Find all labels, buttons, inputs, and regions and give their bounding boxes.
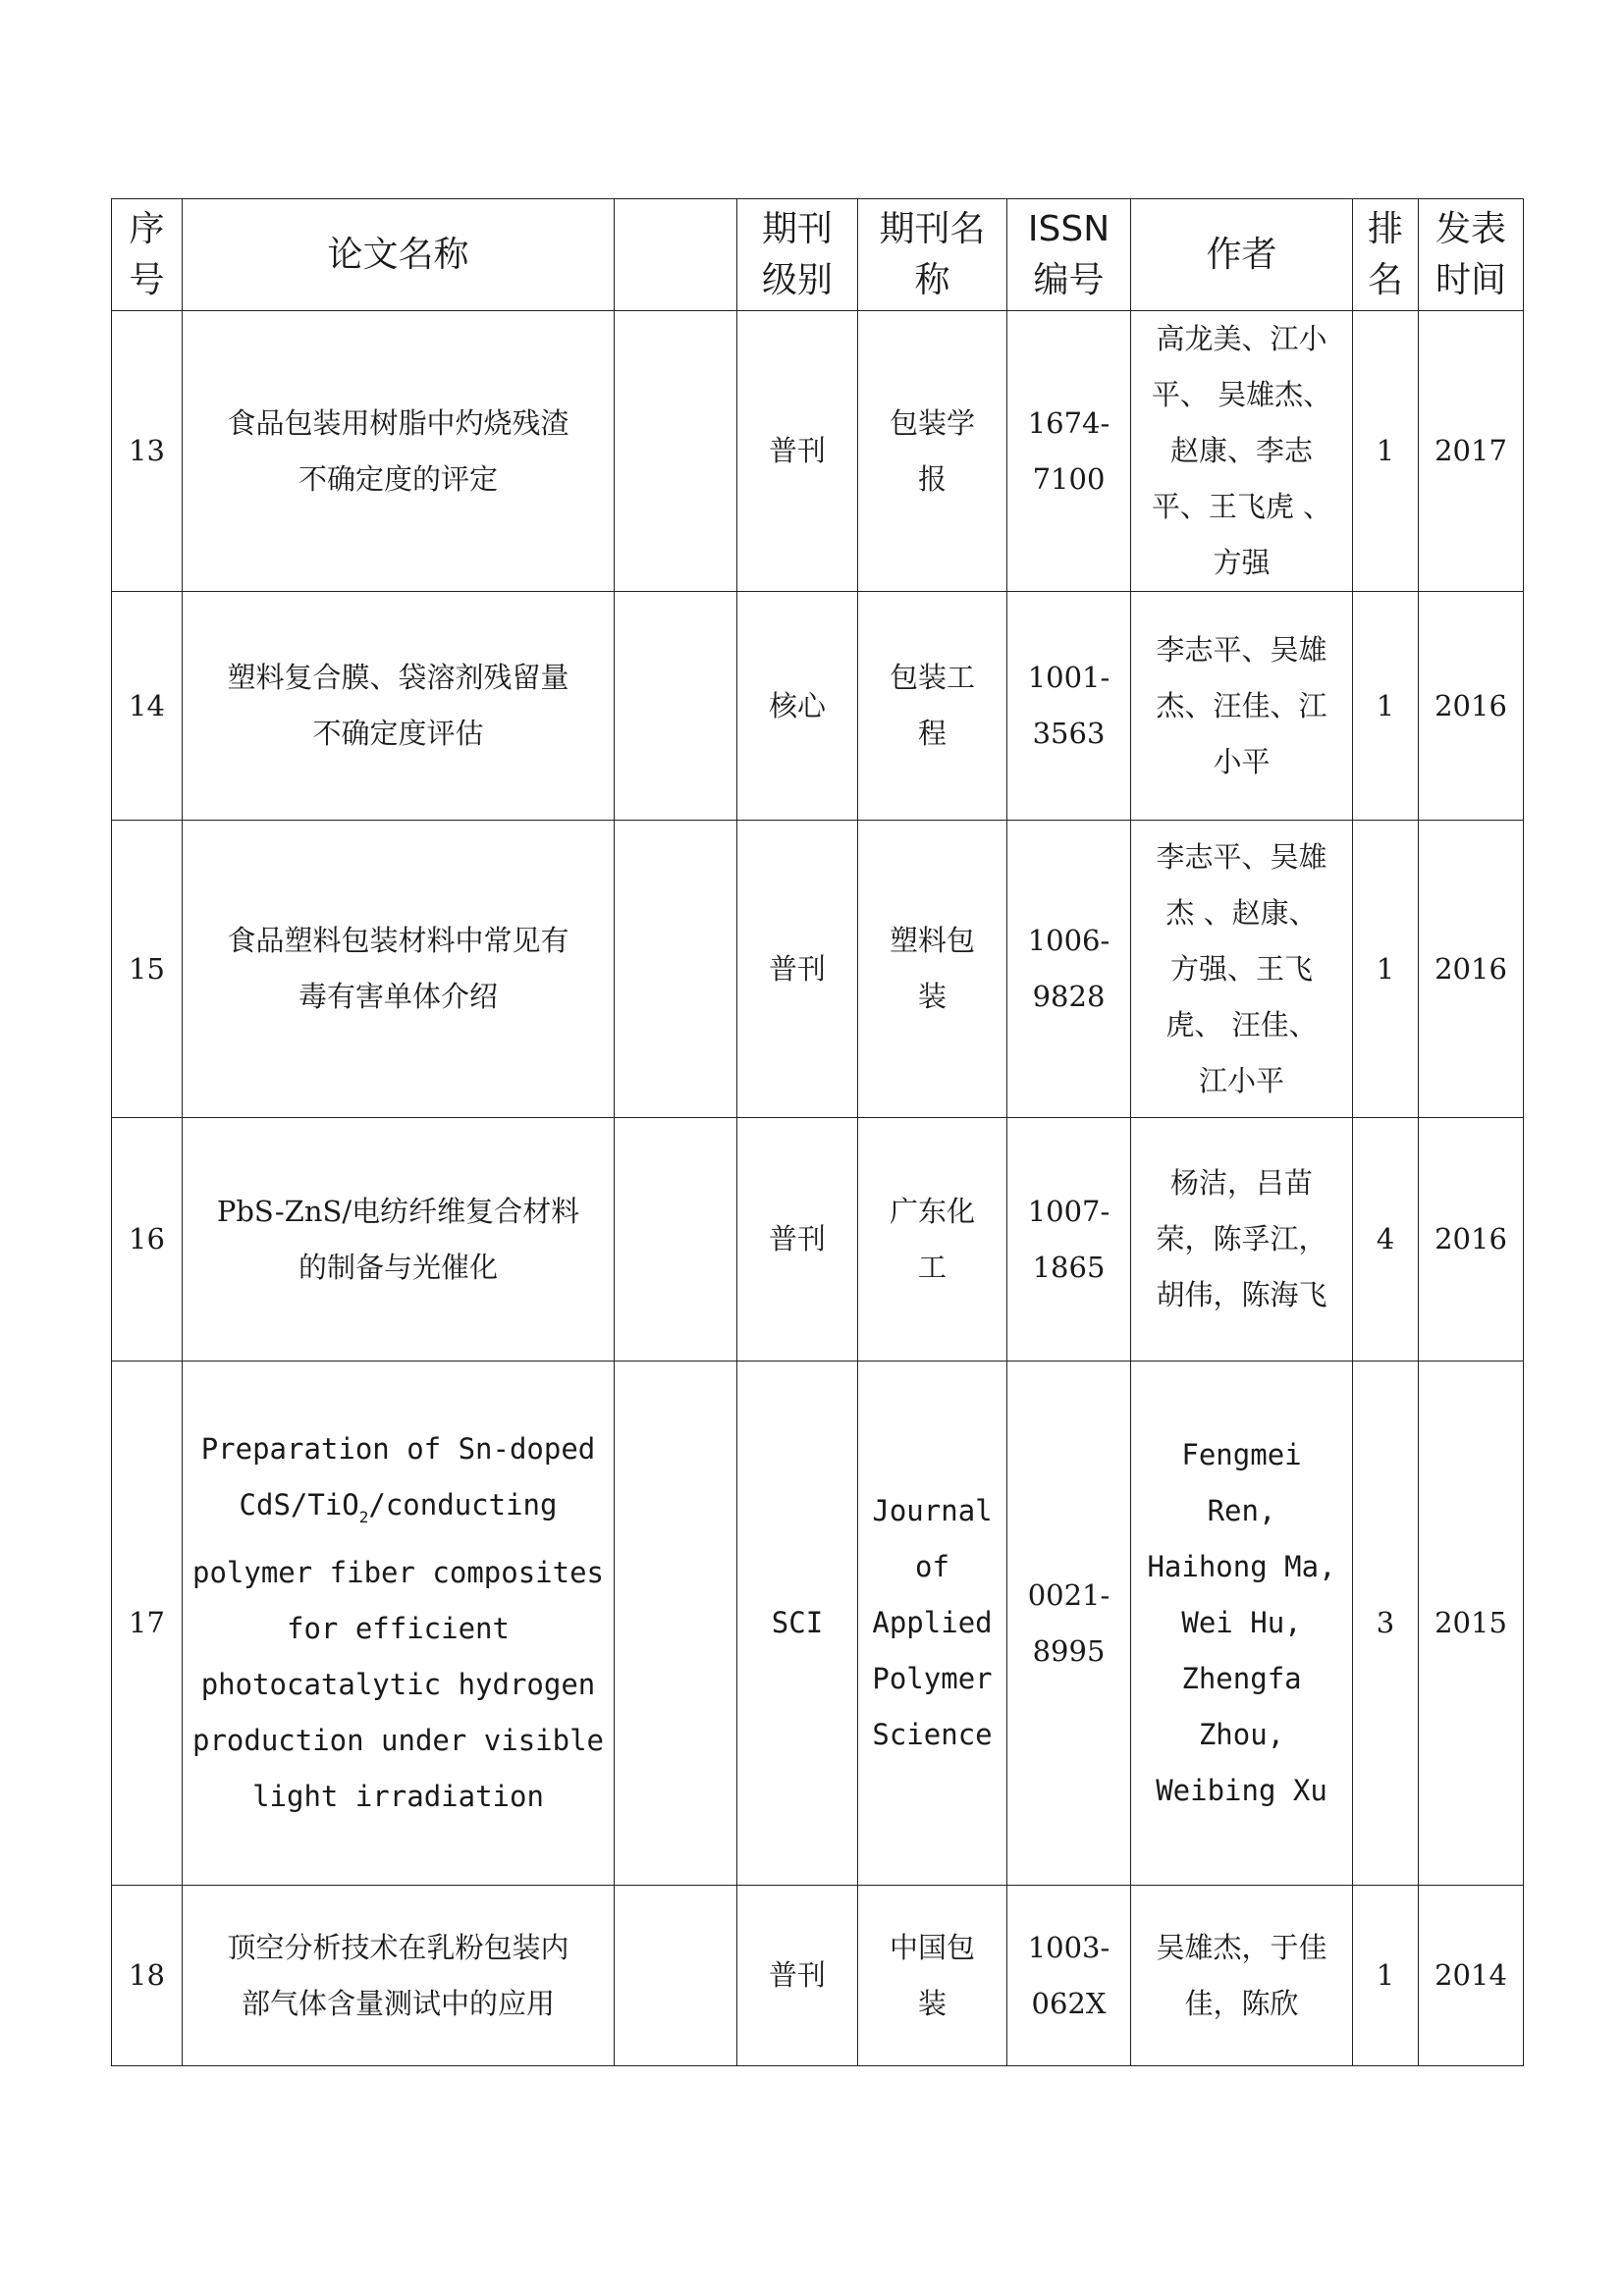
- row-issn-text: 0021- 8995: [1027, 1577, 1110, 1668]
- row-authors-text: 李志平、吴雄 杰、汪佳、江 小平: [1156, 632, 1327, 778]
- row-level: 核心: [737, 592, 858, 821]
- header-level: [737, 199, 858, 311]
- row-title-line2-pre: CdS/TiO: [239, 1488, 359, 1522]
- row-year: 2014: [1419, 1886, 1524, 2066]
- row-authors-text: 李志平、吴雄 杰 、赵康、 方强、王飞 虎、 汪佳、 江小平: [1156, 839, 1327, 1097]
- table-row: [112, 592, 1524, 821]
- header-row: [112, 199, 1524, 311]
- row-rank: 1: [1353, 592, 1419, 821]
- row-rank: 4: [1353, 1118, 1419, 1362]
- row-level: 普刊: [737, 1886, 858, 2066]
- row-title: [183, 1118, 615, 1362]
- papers-table: [111, 198, 1524, 2066]
- row-issn-text: 1006- 9828: [1027, 924, 1110, 1013]
- row-issn: [1007, 592, 1131, 821]
- row-authors-text: 杨洁，吕苗 荣，陈孚江， 胡伟，陈海飞: [1156, 1166, 1327, 1311]
- row-journal: [858, 821, 1007, 1118]
- table-row: [112, 1362, 1524, 1886]
- header-rank: [1353, 199, 1419, 311]
- row-title-text: 顶空分析技术在乳粉包装内 部气体含量测试中的应用: [227, 1930, 569, 2020]
- row-level: 普刊: [737, 311, 858, 592]
- row-issn: [1007, 1362, 1131, 1886]
- row-seq: 15: [112, 821, 183, 1118]
- row-seq: 13: [112, 311, 183, 592]
- row-journal: [858, 1118, 1007, 1362]
- row-title-line2-sub: 2: [358, 1508, 369, 1526]
- row-issn-text: 1003- 062X: [1027, 1930, 1110, 2020]
- header-year-text: 发表 时间: [1435, 208, 1506, 300]
- row-blank: [615, 1118, 737, 1362]
- header-issn: [1007, 199, 1131, 311]
- table-row: [112, 1118, 1524, 1362]
- header-level-text: 期刊 级别: [761, 208, 833, 300]
- row-issn-text: 1001- 3563: [1027, 661, 1110, 750]
- row-year: 2015: [1419, 1362, 1524, 1886]
- row-level: 普刊: [737, 821, 858, 1118]
- row-title: [183, 821, 615, 1118]
- row-authors: [1131, 821, 1353, 1118]
- row-authors: [1131, 311, 1353, 592]
- row-title: [183, 1886, 615, 2066]
- row-authors: [1131, 1886, 1353, 2066]
- row-seq: 17: [112, 1362, 183, 1886]
- row-journal-text: 包装学 报: [889, 405, 975, 496]
- row-issn: [1007, 1118, 1131, 1362]
- row-issn: [1007, 821, 1131, 1118]
- row-authors-text: 高龙美、江小 平、 吴雄杰、 赵康、李志 平、王飞虎 、 方强: [1151, 322, 1332, 579]
- row-seq: 18: [112, 1886, 183, 2066]
- row-journal: [858, 1886, 1007, 2066]
- row-title: [183, 311, 615, 592]
- row-title-line1: Preparation of Sn-doped: [200, 1432, 596, 1466]
- row-blank: [615, 1886, 737, 2066]
- row-journal: [858, 1362, 1007, 1886]
- row-issn: [1007, 311, 1131, 592]
- row-year: 2017: [1419, 311, 1524, 592]
- table-row: [112, 821, 1524, 1118]
- row-blank: [615, 1362, 737, 1886]
- row-journal-text: 包装工 程: [889, 661, 975, 750]
- row-authors: [1131, 1118, 1353, 1362]
- row-journal-text: 塑料包 装: [889, 924, 975, 1013]
- header-seq: 序 号: [112, 199, 183, 311]
- row-seq: 16: [112, 1118, 183, 1362]
- row-authors: [1131, 592, 1353, 821]
- header-rank-text: 排 名: [1367, 208, 1403, 300]
- row-journal: [858, 592, 1007, 821]
- header-issn-text: ISSN 编号: [1027, 208, 1110, 300]
- row-level: SCI: [737, 1362, 858, 1886]
- header-title: 论文名称: [183, 199, 615, 311]
- row-title-text: 塑料复合膜、袋溶剂残留量 不确定度评估: [227, 661, 569, 750]
- row-title-text: PbS-ZnS/电纺纤维复合材料 的制备与光催化: [216, 1194, 580, 1284]
- header-journal-text: 期刊名 称: [879, 208, 986, 300]
- row-rank: 1: [1353, 1886, 1419, 2066]
- row-rank: 1: [1353, 311, 1419, 592]
- row-year: 2016: [1419, 592, 1524, 821]
- row-title-text: 食品包装用树脂中灼烧残渣 不确定度的评定: [227, 405, 569, 496]
- row-journal: [858, 311, 1007, 592]
- row-year: 2016: [1419, 1118, 1524, 1362]
- row-issn-text: 1674- 7100: [1027, 405, 1110, 496]
- header-journal: [858, 199, 1007, 311]
- row-authors: [1131, 1362, 1353, 1886]
- table-row: [112, 311, 1524, 592]
- row-rank: 1: [1353, 821, 1419, 1118]
- header-blank: [615, 199, 737, 311]
- header-authors: 作者: [1131, 199, 1353, 311]
- row-journal-text: Journal of Applied Polymer Science: [872, 1494, 993, 1751]
- header-year: [1419, 199, 1524, 311]
- row-title-line2: [190, 1477, 606, 1545]
- row-title-line2-post: /conducting: [368, 1488, 558, 1522]
- row-blank: [615, 592, 737, 821]
- row-title: [183, 1362, 615, 1886]
- row-blank: [615, 311, 737, 592]
- row-level: 普刊: [737, 1118, 858, 1362]
- row-issn-text: 1007- 1865: [1027, 1194, 1110, 1284]
- row-journal-text: 中国包 装: [889, 1930, 975, 2020]
- row-title-text: 食品塑料包装材料中常见有 毒有害单体介绍: [227, 924, 569, 1013]
- row-blank: [615, 821, 737, 1118]
- row-authors-text: Fengmei Ren, Haihong Ma, Wei Hu, Zhengfa Zhou, Weibing Xu: [1147, 1438, 1336, 1807]
- row-seq: 14: [112, 592, 183, 821]
- row-issn: [1007, 1886, 1131, 2066]
- row-title-rest: polymer fiber composites for efficient photocatalytic hydrogen production under visible light irradiation: [191, 1556, 605, 1813]
- row-authors-text: 吴雄杰，于佳 佳，陈欣: [1156, 1930, 1327, 2020]
- row-year: 2016: [1419, 821, 1524, 1118]
- row-rank: 3: [1353, 1362, 1419, 1886]
- row-title: [183, 592, 615, 821]
- table-row: [112, 1886, 1524, 2066]
- row-journal-text: 广东化 工: [889, 1194, 975, 1284]
